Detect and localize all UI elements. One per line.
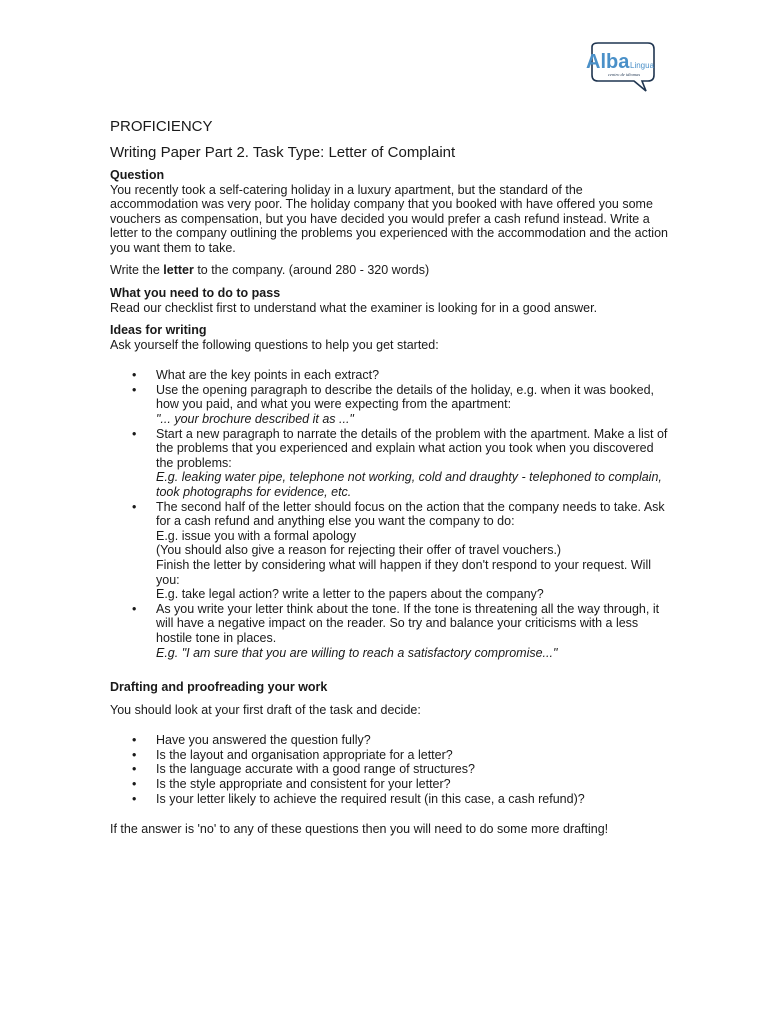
list-item-text: As you write your letter think about the tone. If the tone is threatening all the way through, it will have a negative impact on the reader. So try and balance your criticisms with a less hostile tone in places. bbox=[156, 601, 660, 645]
bullet-icon: • bbox=[132, 368, 137, 383]
question-text: You recently took a self-catering holiday in a luxury apartment, but the standard of the accommodation was very poor. The holiday company that you booked with have offered you some vouchers as compensation, but you have decided you would prefer a cash refund instead. Write a letter to the company outlining the problems you experienced with the accommodation and the action you want them to take. bbox=[110, 182, 668, 255]
list-item-text: (You should also give a reason for rejecting their offer of travel vouchers.) bbox=[156, 543, 562, 558]
list-item-text: Is the style appropriate and consistent for your letter? bbox=[156, 777, 451, 791]
drafting-intro: You should look at your first draft of the task and decide: bbox=[110, 702, 421, 717]
drafting-heading: Drafting and proofreading your work bbox=[110, 680, 328, 695]
bullet-icon: • bbox=[132, 426, 137, 441]
drafting-closing: If the answer is 'no' to any of these questions then you will need to do some more drafting! bbox=[110, 822, 609, 837]
list-item-example: E.g. "I am sure that you are willing to reach a satisfactory compromise..." bbox=[156, 645, 558, 660]
list-item-text: Finish the letter by considering what will happen if they don't respond to your request. Will you: bbox=[156, 557, 652, 587]
drafting-list bbox=[110, 733, 670, 806]
bullet-icon: • bbox=[132, 747, 137, 762]
ideas-list-item bbox=[110, 427, 670, 500]
drafting-list-item bbox=[110, 733, 670, 748]
list-item-text: Is your letter likely to achieve the required result (in this case, a cash refund)? bbox=[156, 791, 585, 806]
list-item-example: "... your brochure described it as ..." bbox=[156, 412, 354, 427]
bullet-icon: • bbox=[132, 733, 137, 748]
list-item-example: E.g. leaking water pipe, telephone not working, cold and draughty - telephoned to complain, took photographs for evidence, etc. bbox=[156, 470, 662, 499]
pass-heading: What you need to do to pass bbox=[110, 286, 281, 301]
ideas-list-item bbox=[110, 602, 670, 660]
drafting-list-item bbox=[110, 777, 670, 792]
alba-lingua-logo bbox=[584, 41, 660, 93]
page-title: PROFICIENCY bbox=[110, 118, 213, 135]
drafting-list-item bbox=[110, 748, 670, 763]
question-instruction: Write the letter to the company. (around 280 - 320 words) bbox=[110, 263, 430, 278]
page-subtitle: Writing Paper Part 2. Task Type: Letter of Complaint bbox=[110, 144, 456, 161]
drafting-list-item bbox=[110, 792, 670, 807]
list-item-text: Is the language accurate with a good range of structures? bbox=[156, 762, 475, 777]
bullet-icon: • bbox=[132, 791, 137, 806]
bullet-icon: • bbox=[132, 777, 137, 791]
list-item-text: Have you answered the question fully? bbox=[156, 733, 371, 748]
list-item-text: What are the key points in each extract? bbox=[156, 368, 380, 383]
ideas-heading: Ideas for writing bbox=[110, 323, 207, 338]
ideas-list-item bbox=[110, 500, 670, 602]
ideas-list bbox=[110, 368, 670, 660]
logo-suffix: Lingua bbox=[630, 61, 655, 70]
ideas-intro: Ask yourself the following questions to help you get started: bbox=[110, 337, 439, 352]
question-heading: Question bbox=[110, 168, 165, 182]
list-item-text: Use the opening paragraph to describe the details of the holiday, e.g. when it was booked, how you paid, and what you were expecting from the apartment: bbox=[156, 382, 655, 412]
list-item-text: Start a new paragraph to narrate the details of the problem with the apartment. Make a list of the problems that you experienced and explain what action you took when you discovered the problems: bbox=[156, 426, 668, 470]
logo-tagline: centro de idiomas bbox=[608, 72, 641, 77]
bullet-icon: • bbox=[132, 601, 137, 616]
letter-emphasis: letter bbox=[163, 263, 194, 278]
list-item-text: E.g. take legal action? write a letter to the papers about the company? bbox=[156, 587, 544, 602]
pass-text: Read our checklist first to understand what the examiner is looking for in a good answer. bbox=[110, 300, 598, 315]
ideas-list-item bbox=[110, 368, 670, 383]
bullet-icon: • bbox=[132, 499, 137, 514]
ideas-list-item bbox=[110, 383, 670, 427]
drafting-list-item bbox=[110, 762, 670, 777]
bullet-icon: • bbox=[132, 762, 137, 777]
document-page bbox=[110, 117, 670, 837]
logo-brand: Alba bbox=[586, 51, 630, 73]
list-item-text: The second half of the letter should focus on the action that the company needs to take. Ask for a cash refund and anything else you want the company to do: bbox=[156, 499, 665, 529]
bullet-icon: • bbox=[132, 382, 137, 397]
list-item-text: E.g. issue you with a formal apology bbox=[156, 528, 357, 543]
list-item-text: Is the layout and organisation appropriate for a letter? bbox=[156, 747, 453, 762]
